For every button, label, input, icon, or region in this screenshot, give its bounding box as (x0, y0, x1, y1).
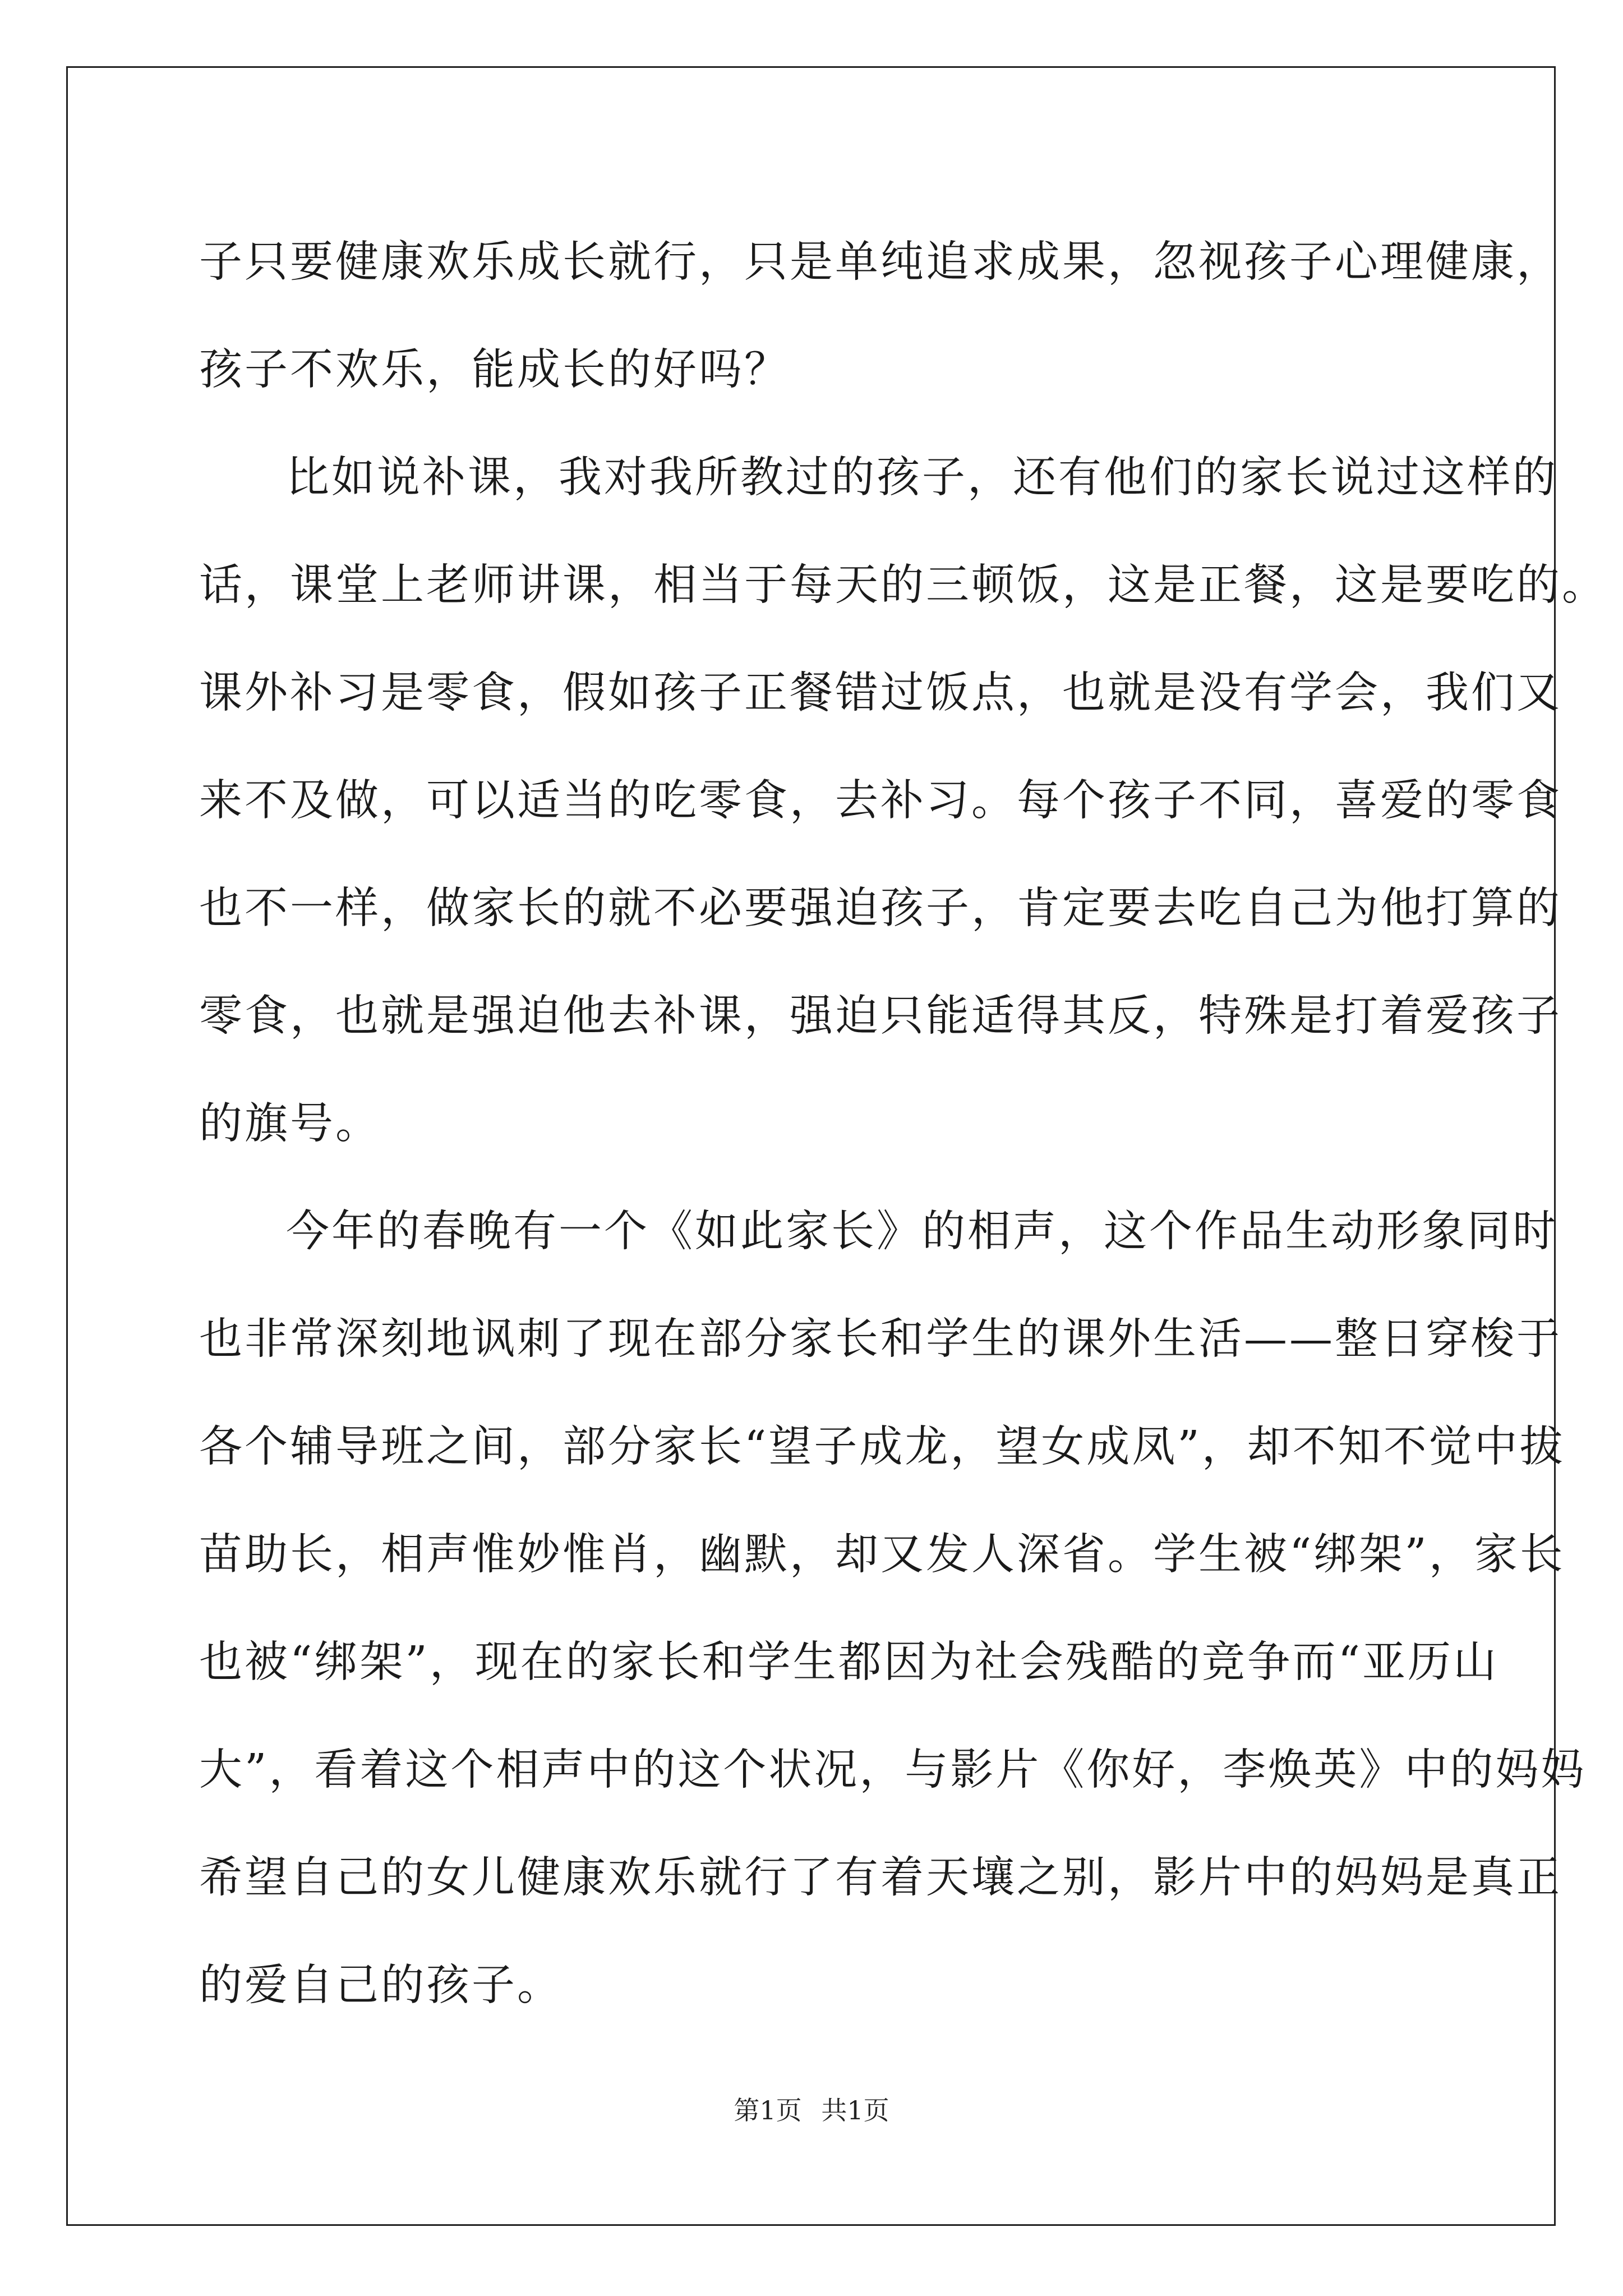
text-line: 课外补习是零食，假如孩子正餐错过饭点，也就是没有学会，我们又 (199, 668, 1562, 718)
text-line: 来不及做，可以适当的吃零食，去补习。每个孩子不同，喜爱的零食 (199, 776, 1562, 826)
text-line: 话，课堂上老师讲课，相当于每天的三顿饭，这是正餐，这是要吃的。 (199, 560, 1607, 610)
text-line: 各个辅导班之间，部分家长“望子成龙，望女成凤”，却不知不觉中拔 (199, 1422, 1565, 1472)
text-line: 的爱自己的孩子。 (199, 1961, 562, 2010)
text-line: 孩子不欢乐，能成长的好吗？ (199, 345, 790, 395)
page-footer (0, 2090, 1623, 2127)
text-line: 今年的春晚有一个《如此家长》的相声，这个作品生动形象同时 (286, 1207, 1558, 1257)
text-line: 大”，看着这个相声中的这个状况，与影片《你好，李焕英》中的妈妈 (199, 1745, 1587, 1795)
text-line: 比如说补课，我对我所教过的孩子，还有他们的家长说过这样的 (286, 453, 1558, 503)
text-line: 的旗号。 (199, 1099, 381, 1149)
document-body (199, 209, 1607, 2040)
text-line: 零食，也就是强迫他去补课，强迫只能适得其反，特殊是打着爱孩子 (199, 991, 1562, 1041)
page-number: 第1页 (734, 2095, 802, 2125)
text-line: 也被“绑架”，现在的家长和学生都因为社会残酷的竞争而“亚历山 (199, 1637, 1499, 1687)
page-total: 共1页 (821, 2095, 889, 2125)
text-line: 也不一样，做家长的就不必要强迫孩子，肯定要去吃自己为他打算的 (199, 884, 1562, 933)
text-line: 也非常深刻地讽刺了现在部分家长和学生的课外生活——整日穿梭于 (199, 1314, 1562, 1364)
text-line: 希望自己的女儿健康欢乐就行了有着天壤之别，影片中的妈妈是真正 (199, 1853, 1562, 1903)
text-line: 苗助长，相声惟妙惟肖，幽默，却又发人深省。学生被“绑架”，家长 (199, 1530, 1565, 1580)
text-line: 子只要健康欢乐成长就行，只是单纯追求成果，忽视孩子心理健康， (199, 237, 1562, 287)
